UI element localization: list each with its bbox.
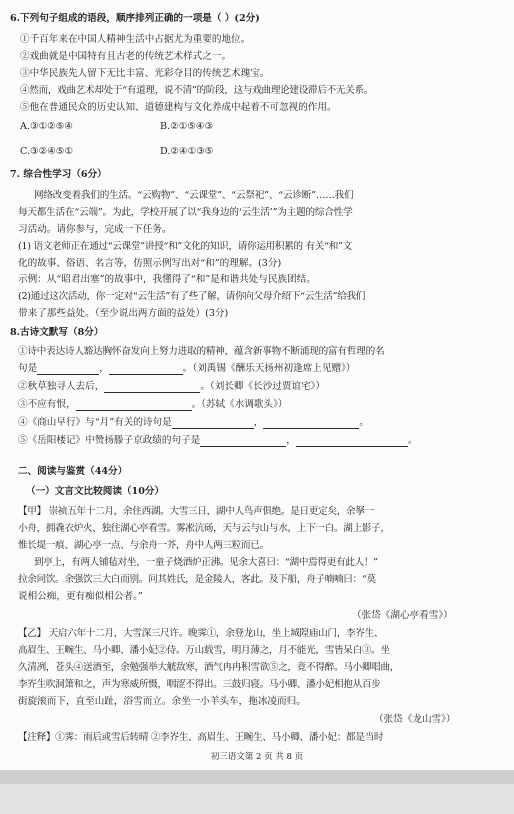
- q8-line-1: ①诗中表达诗人豁达胸怀奋发向上努力进取的精神，蕴含新事物不断涌现的富有哲理的名: [18, 346, 385, 357]
- q7-task-1-line-2: 化的故事、俗语、名言等，仿照示例写出对“和”的理解。(3分): [18, 258, 282, 269]
- q8-line-4-prefix: ③不应有恨，: [18, 399, 76, 410]
- q8-blank-1b[interactable]: [109, 364, 183, 375]
- q8-line-6-prefix: ⑤《岳阳楼记》中赞扬滕子京政绩的句子是: [18, 435, 201, 446]
- q8-line-4: [18, 399, 288, 411]
- jia-line-2: 小舟，拥毳衣炉火，独往湖心亭看雪。雾凇沆砀，天与云与山与水，上下一白。湖上影子，: [18, 523, 390, 534]
- q7-paragraph-line-3: 习活动。请你参与，完成一下任务。: [18, 224, 172, 235]
- q8-line-2-source: 。（刘禹锡《酬乐天扬州初逢席上见赠》）: [182, 363, 356, 374]
- yi-line-4: 李岕生吹洞箫和之，声为寒威所慑，咽涩不得出。三鼓归寝。马小卿、潘小妃相抱从百步: [18, 679, 381, 690]
- yi-line-1: 【乙】 天启六年十二月，大雪深三尺许。晚霁①，余登龙山，坐上城隍庙山门，李岕生、: [18, 628, 384, 639]
- q6-sentence-2: ②戏曲就是中国特有且古老的传统艺术样式之一。: [20, 51, 232, 62]
- q7-title: 7. 综合性学习（6分）: [10, 169, 107, 180]
- q6-sentence-1: ①千百年来在中国人精神生活中占据尤为重要的地位。: [20, 34, 251, 45]
- q8-blank-3[interactable]: [76, 400, 192, 411]
- q8-blank-5b[interactable]: [296, 436, 408, 447]
- q6-sentence-5: ⑤他在普通民众的历史认知、道德建构与文化养成中起着不可忽视的作用。: [20, 102, 337, 113]
- yi-source: （张岱《龙山雪》）: [374, 714, 456, 725]
- q8-blank-2[interactable]: [104, 382, 200, 393]
- q6-option-a: A.③①②⑤④: [20, 121, 73, 132]
- q8-blank-4b[interactable]: [263, 418, 359, 429]
- section-2-subtitle: （一）文言文比较阅读（10分）: [26, 486, 165, 497]
- yi-line-3: 久清冽，苍头④送酒至，余勉强举大觥敌寒，酒气冉冉积雪欲⑤之，竟不得醉。马小卿唱曲，: [18, 662, 400, 673]
- q8-blank-4a[interactable]: [172, 418, 254, 429]
- jia-line-3: 惟长堤一痕、湖心亭一点、与余舟一芥，舟中人两三粒而已。: [18, 540, 269, 551]
- q8-line-2-comma: ，: [99, 363, 109, 374]
- q6-option-b: B.②①⑤④③: [160, 121, 214, 132]
- q6-option-c: C.③②④⑤①: [20, 146, 74, 157]
- q7-task-1-line-1: (1) 语文老师正在通过“云课堂”讲授“和”文化的知识，请你运用积累的 有关“和”文: [18, 241, 352, 252]
- q8-line-6-comma: ，: [286, 435, 296, 446]
- q7-paragraph-line-1: 网络改变着我们的生活。“云购物”、“云课堂”、“云祭祀”、“云诊断”……我们: [34, 190, 354, 201]
- below-page-strip: [0, 770, 514, 784]
- q8-line-2: [18, 363, 355, 375]
- page-footer: 初三语文第 2 页 共 8 页: [210, 752, 304, 762]
- q8-line-5-end: 。: [359, 417, 369, 428]
- q8-line-5-comma: ，: [253, 417, 264, 428]
- q7-task-2-line-1: (2)通过这次活动，你一定对“云生活”有了些了解，请你向父母介绍下“云生活”给我们: [18, 291, 366, 302]
- annotation-line: 【注释】①霁：雨后或雪后转晴 ②李岕生、高眉生、王畹生、马小卿、潘小妃：都是当时: [18, 732, 384, 743]
- q6-title: 6.下列句子组成的语段，顺序排列正确的一项是（ ）(2分): [10, 13, 260, 24]
- q7-paragraph-line-2: 每天都生活在“云端”。为此，学校开展了以“我身边的‘云生活’”为主题的综合性学: [18, 207, 353, 218]
- q6-option-d: D.②④①③⑤: [160, 146, 214, 157]
- jia-line-5: 拉余同饮。余强饮三大白而别。问其姓氏，是金陵人，客此。及下船，舟子喃喃曰：“莫: [18, 574, 376, 585]
- yi-line-2: 高眉生、王畹生、马小卿、潘小妃②侍。万山载雪，明月薄之，月不能光，雪皆呆白③。坐: [18, 645, 390, 656]
- q8-line-5-prefix: ④《商山早行》与“月”有关的诗句是: [18, 417, 172, 428]
- jia-line-1: 【甲】 崇祯五年十二月，余住西湖。大雪三日，湖中人鸟声俱绝。是日更定矣，余拏一: [18, 506, 374, 517]
- jia-line-4: 到亭上，有两人铺毡对坐，一童子烧酒炉正沸。见余大喜曰：“湖中焉得更有此人！”: [34, 557, 378, 568]
- yi-line-5: 街旋滚而下，直至山趾，浴雪而立。余坐一小羊头车，拖冰凌而归。: [18, 696, 306, 707]
- q8-line-6-end: 。: [407, 435, 418, 446]
- q7-task-2-line-2: 带来了那些益处。（至少说出两方面的益处）(3分): [18, 308, 229, 319]
- q8-title: 8.古诗文默写（8分）: [10, 327, 104, 338]
- q8-blank-1a[interactable]: [37, 364, 99, 375]
- q8-line-3-prefix: ②秋草独寻人去后，: [18, 381, 105, 392]
- jia-line-6: 说相公痴，更有痴似相公者。”: [18, 591, 143, 602]
- q8-line-3-source: 。（刘长卿《长沙过贾谊宅》）: [200, 381, 326, 392]
- q8-line-6: [18, 435, 417, 447]
- jia-source: （张岱《湖心亭看雪》）: [352, 610, 453, 621]
- q6-sentence-4: ④然而，戏曲艺术却处于“有道理，说不清”的阶段，这与戏曲理论建设滞后不无关系。: [20, 85, 374, 96]
- q6-sentence-3: ③中华民族先人留下无比丰富、光彩夺目的传统艺术瑰宝。: [20, 68, 270, 79]
- section-2-title: 二、阅读与鉴赏（44分）: [18, 466, 128, 477]
- q8-line-4-source: 。（苏轼《水调歌头》）: [191, 399, 288, 410]
- q8-line-3: [18, 381, 325, 393]
- q7-example: 示例：从“昭君出塞”的故事中，我懂得了“和”是和谐共处与民族团结。: [18, 274, 316, 285]
- q8-line-5: [18, 417, 369, 429]
- q8-blank-5a[interactable]: [200, 436, 286, 447]
- q8-line-2-prefix: 句是: [18, 363, 38, 374]
